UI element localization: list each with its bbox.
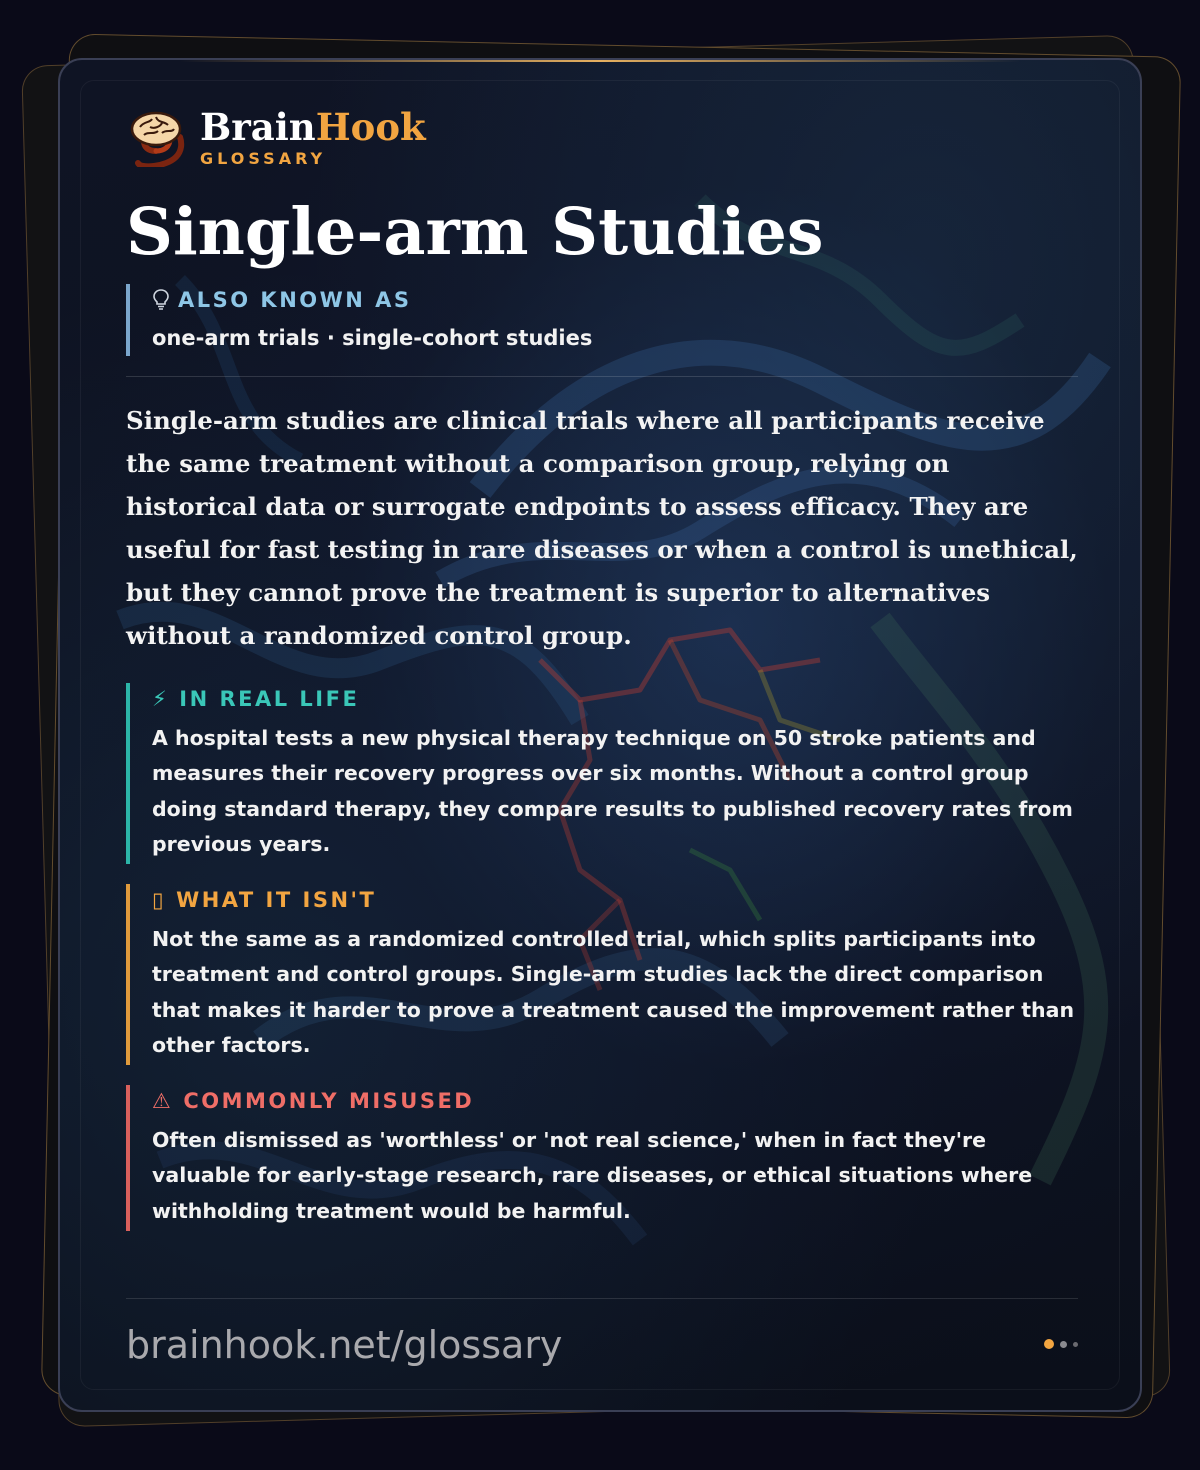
commonly-misused-section [126, 1085, 1078, 1231]
card-top-accent-line [180, 60, 1020, 62]
in-real-life-label [152, 683, 1078, 715]
term-definition: Single-arm studies are clinical trials where all participants receive the same treatment without a comparison group, relying on historical data or surrogate endpoints to assess efficacy. They are useful for fast testing in rare diseases or when a control is unethical, but they cannot prove the treatment is superior to alternatives without a randomized control group. [126, 406, 1078, 650]
lightning-icon: ⚡ [152, 687, 170, 711]
commonly-misused-text: Often dismissed as 'worthless' or 'not real science,' when in fact they're valuable for early-stage research, rare diseases, or ethical situations where withholding treatment would be harmful. [152, 1128, 1033, 1223]
also-known-as-label [152, 284, 1078, 316]
brand-name [200, 104, 426, 149]
warning-icon: ⚠ [152, 1089, 174, 1113]
brand-name-part-1: Brain [200, 104, 316, 149]
section-divider [126, 376, 1078, 377]
in-real-life-text: A hospital tests a new physical therapy technique on 50 stroke patients and measures their recovery progress over six months. Without a control group doing standard therapy, they compare results to published recovery rates from previous years. [152, 726, 1073, 856]
dot [1073, 1342, 1078, 1347]
brand-subtitle: GLOSSARY [200, 148, 327, 168]
dot-active [1044, 1339, 1054, 1349]
also-known-as-value: one-arm trials · single-cohort studies [152, 326, 593, 350]
card-content [126, 100, 1078, 1231]
footer-url[interactable]: brainhook.net/glossary [126, 1323, 563, 1367]
in-real-life-label-text: IN REAL LIFE [179, 687, 360, 711]
no-entry-icon: ▯ [152, 888, 167, 912]
brand-name-part-2: Hook [315, 104, 426, 149]
also-known-as-block [126, 284, 1078, 356]
also-known-as-label-text: ALSO KNOWN AS [178, 288, 412, 312]
lightbulb-icon [152, 288, 170, 310]
what-it-isnt-label-text: WHAT IT ISN'T [176, 888, 377, 912]
brain-hook-icon [126, 107, 186, 167]
what-it-isnt-label [152, 884, 1078, 916]
dot [1060, 1341, 1067, 1348]
what-it-isnt-section [126, 884, 1078, 1065]
brand-header [126, 100, 1078, 174]
commonly-misused-label [152, 1085, 1078, 1117]
what-it-isnt-text: Not the same as a randomized controlled trial, which splits participants into treatment and control groups. Single-arm studies lack the direct comparison that makes it harder to prove a treatment caused the improvement rather than other factors. [152, 927, 1075, 1057]
commonly-misused-label-text: COMMONLY MISUSED [183, 1089, 475, 1113]
in-real-life-section [126, 683, 1078, 864]
term-title: Single-arm Studies [126, 194, 824, 270]
glossary-card [58, 58, 1142, 1412]
brand-text [200, 104, 426, 168]
pagination-dots [1038, 1339, 1078, 1349]
card-footer [126, 1298, 1078, 1369]
